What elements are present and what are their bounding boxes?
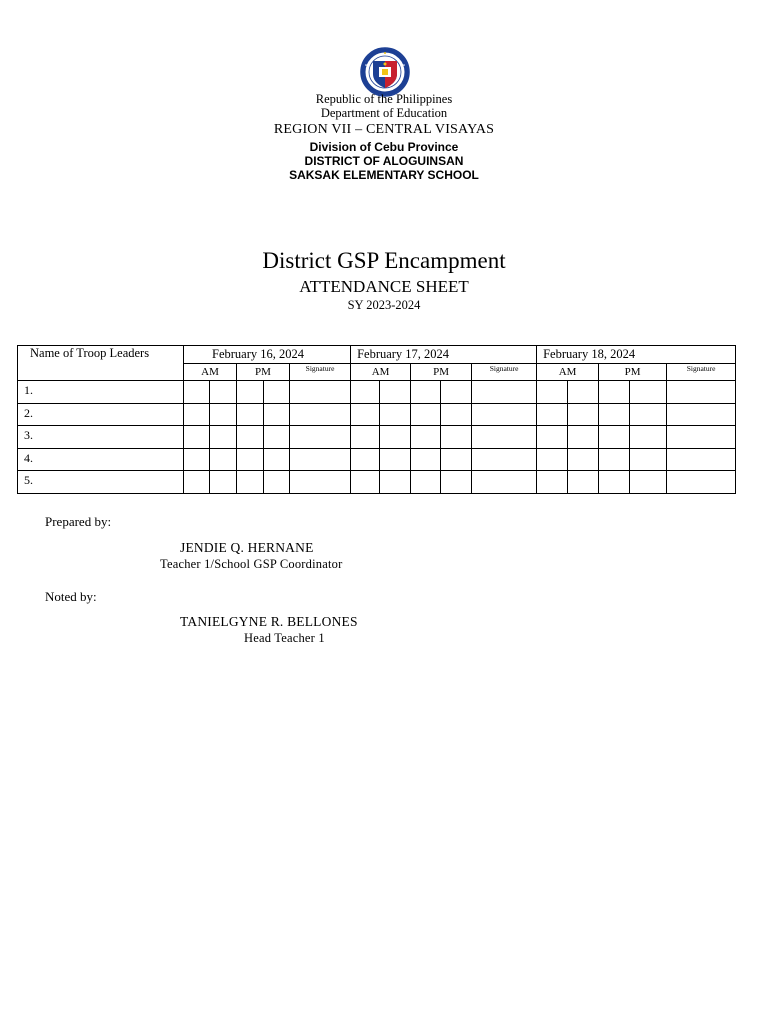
- signature-cell: [472, 426, 537, 449]
- empty-cell: [411, 448, 441, 471]
- empty-cell: [630, 426, 667, 449]
- table-row: [18, 403, 736, 426]
- empty-cell: [184, 448, 210, 471]
- signature-header: Signature: [472, 364, 537, 381]
- name-column-header: Name of Troop Leaders: [18, 346, 184, 381]
- signature-header: Signature: [290, 364, 351, 381]
- empty-cell: [210, 403, 237, 426]
- empty-cell: [380, 448, 411, 471]
- document-subtitle: ATTENDANCE SHEET: [299, 277, 469, 296]
- signature-cell: [667, 448, 736, 471]
- empty-cell: [441, 403, 472, 426]
- empty-cell: [599, 403, 630, 426]
- school-line: SAKSAK ELEMENTARY SCHOOL: [289, 168, 479, 182]
- row-number: 4.: [18, 448, 184, 471]
- empty-cell: [237, 381, 264, 404]
- empty-cell: [537, 381, 568, 404]
- empty-cell: [599, 426, 630, 449]
- pm-header: PM: [411, 364, 472, 381]
- empty-cell: [184, 403, 210, 426]
- empty-cell: [264, 448, 290, 471]
- empty-cell: [441, 448, 472, 471]
- department-line: Department of Education: [320, 106, 448, 120]
- empty-cell: [411, 381, 441, 404]
- noted-by-label: Noted by:: [45, 589, 97, 604]
- empty-cell: [630, 381, 667, 404]
- document-title: District GSP Encampment: [262, 248, 506, 273]
- empty-cell: [537, 426, 568, 449]
- empty-cell: [537, 448, 568, 471]
- empty-cell: [380, 426, 411, 449]
- empty-cell: [411, 403, 441, 426]
- row-number: 3.: [18, 426, 184, 449]
- empty-cell: [537, 403, 568, 426]
- empty-cell: [351, 448, 380, 471]
- table-row: [18, 471, 736, 494]
- empty-cell: [441, 381, 472, 404]
- empty-cell: [210, 471, 237, 494]
- signature-header: Signature: [667, 364, 736, 381]
- noted-by-name: TANIELGYNE R. BELLONES: [180, 614, 358, 629]
- date-header-3: February 18, 2024: [537, 346, 736, 364]
- empty-cell: [380, 381, 411, 404]
- signature-cell: [667, 426, 736, 449]
- signature-cell: [472, 381, 537, 404]
- empty-cell: [237, 403, 264, 426]
- signature-cell: [290, 448, 351, 471]
- empty-cell: [237, 471, 264, 494]
- empty-cell: [184, 426, 210, 449]
- signature-cell: [290, 426, 351, 449]
- table-row: [18, 426, 736, 449]
- empty-cell: [537, 471, 568, 494]
- empty-cell: [264, 426, 290, 449]
- empty-cell: [411, 426, 441, 449]
- empty-cell: [599, 381, 630, 404]
- pm-header: PM: [237, 364, 290, 381]
- signature-cell: [667, 403, 736, 426]
- empty-cell: [264, 471, 290, 494]
- empty-cell: [380, 403, 411, 426]
- empty-cell: [237, 448, 264, 471]
- empty-cell: [351, 471, 380, 494]
- division-line: Division of Cebu Province: [309, 140, 459, 154]
- signature-cell: [472, 471, 537, 494]
- empty-cell: [237, 426, 264, 449]
- row-number: 2.: [18, 403, 184, 426]
- signature-cell: [667, 381, 736, 404]
- empty-cell: [264, 403, 290, 426]
- empty-cell: [630, 403, 667, 426]
- empty-cell: [568, 471, 599, 494]
- empty-cell: [568, 448, 599, 471]
- empty-cell: [568, 381, 599, 404]
- attendance-table: [17, 345, 736, 494]
- deped-seal-logo: [356, 47, 414, 97]
- empty-cell: [351, 426, 380, 449]
- signature-cell: [290, 403, 351, 426]
- district-line: DISTRICT OF ALOGUINSAN: [304, 154, 464, 168]
- prepared-by-label: Prepared by:: [45, 514, 112, 529]
- empty-cell: [351, 381, 380, 404]
- empty-cell: [210, 426, 237, 449]
- empty-cell: [210, 381, 237, 404]
- empty-cell: [184, 381, 210, 404]
- republic-line: Republic of the Philippines: [315, 92, 453, 106]
- empty-cell: [411, 471, 441, 494]
- signature-cell: [472, 403, 537, 426]
- noted-by-position: Head Teacher 1: [244, 631, 325, 645]
- date-header-1: February 16, 2024: [184, 346, 351, 364]
- prepared-by-name: JENDIE Q. HERNANE: [180, 540, 314, 555]
- empty-cell: [184, 471, 210, 494]
- empty-cell: [599, 448, 630, 471]
- table-row: [18, 448, 736, 471]
- table-row: [18, 381, 736, 404]
- signature-cell: [290, 471, 351, 494]
- empty-cell: [351, 403, 380, 426]
- empty-cell: [441, 471, 472, 494]
- prepared-by-position: Teacher 1/School GSP Coordinator: [160, 557, 343, 571]
- table-header-row: [18, 346, 736, 364]
- row-number: 5.: [18, 471, 184, 494]
- empty-cell: [630, 448, 667, 471]
- region-line: REGION VII – CENTRAL VISAYAS: [273, 122, 495, 137]
- empty-cell: [568, 426, 599, 449]
- empty-cell: [630, 471, 667, 494]
- empty-cell: [568, 403, 599, 426]
- am-header: AM: [351, 364, 411, 381]
- empty-cell: [441, 426, 472, 449]
- signature-cell: [667, 471, 736, 494]
- empty-cell: [210, 448, 237, 471]
- date-header-2: February 17, 2024: [351, 346, 537, 364]
- school-year: SY 2023-2024: [347, 298, 421, 312]
- empty-cell: [380, 471, 411, 494]
- am-header: AM: [184, 364, 237, 381]
- row-number: 1.: [18, 381, 184, 404]
- am-header: AM: [537, 364, 599, 381]
- empty-cell: [599, 471, 630, 494]
- pm-header: PM: [599, 364, 667, 381]
- signature-cell: [472, 448, 537, 471]
- empty-cell: [264, 381, 290, 404]
- signature-cell: [290, 381, 351, 404]
